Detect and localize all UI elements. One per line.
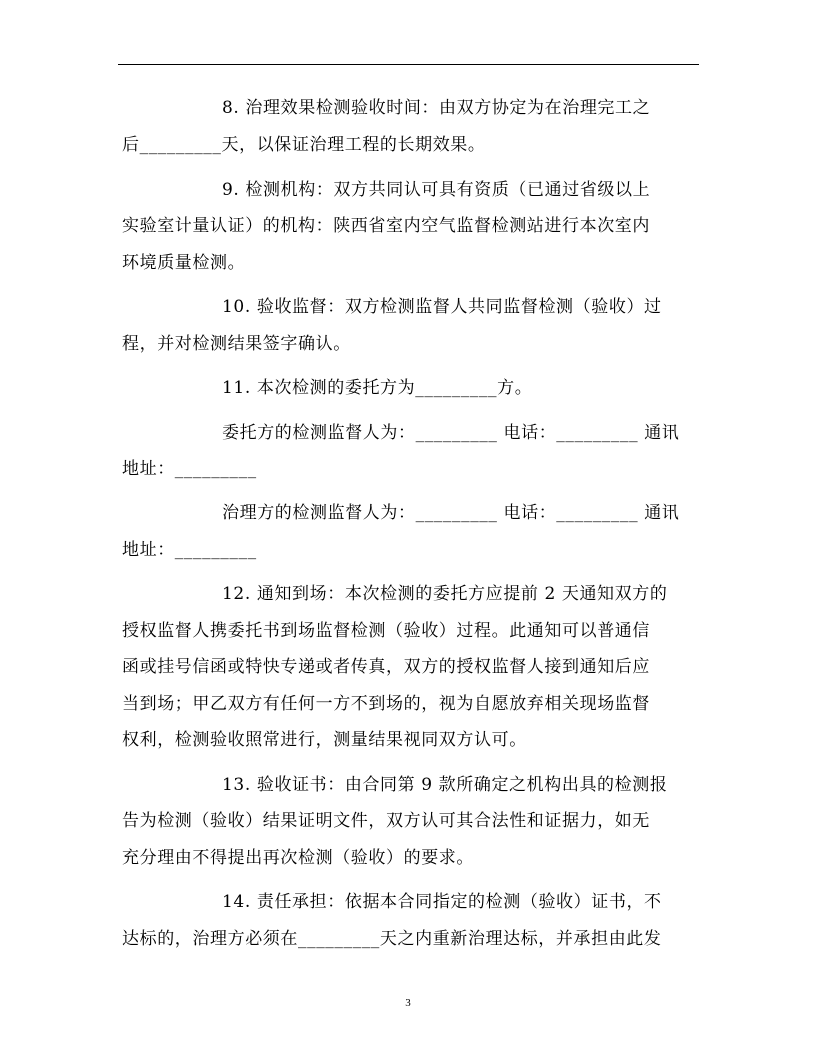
text-line: 程，并对检测结果签字确认。 (122, 334, 351, 354)
text-line: 告为检测（验收）结果证明文件，双方认可其合法性和证据力，如无 (122, 811, 650, 831)
text-line: 授权监督人携委托书到场监督检测（验收）过程。此通知可以普通信 (122, 621, 650, 641)
page-number: 3 (405, 997, 411, 1009)
text-line: 委托方的检测监督人为：_________ 电话：_________ 通讯 (222, 423, 680, 443)
text-line: 权利，检测验收照常进行，测量结果视同双方认可。 (122, 730, 527, 750)
text-line: 函或挂号信函或特快专递或者传真，双方的授权监督人接到通知后应 (122, 657, 650, 677)
text-line: 后_________天，以保证治理工程的长期效果。 (122, 135, 486, 155)
text-line: 13. 验收证书：由合同第 9 款所确定之机构出具的检测报 (222, 775, 668, 795)
text-line: 治理方的检测监督人为：_________ 电话：_________ 通讯 (222, 503, 680, 523)
header-rule (118, 64, 699, 65)
text-line: 9. 检测机构：双方共同认可具有资质（已通过省级以上 (222, 180, 651, 200)
text-line: 地址：_________ (122, 459, 257, 479)
text-line: 充分理由不得提出再次检测（验收）的要求。 (122, 848, 474, 868)
text-line: 12. 通知到场：本次检测的委托方应提前 2 天通知双方的 (222, 584, 668, 604)
text-line: 8. 治理效果检测验收时间：由双方协定为在治理完工之 (222, 98, 651, 118)
text-line: 14. 责任承担：依据本合同指定的检测（验收）证书，不 (222, 892, 662, 912)
text-line: 当到场；甲乙双方有任何一方不到场的，视为自愿放弃相关现场监督 (122, 694, 650, 714)
text-line: 环境质量检测。 (122, 253, 246, 273)
text-line: 实验室计量认证）的机构：陕西省室内空气监督检测站进行本次室内 (122, 216, 650, 236)
text-line: 达标的，治理方必须在_________天之内重新治理达标，并承担由此发 (122, 929, 662, 949)
text-line: 11. 本次检测的委托方为_________方。 (222, 378, 533, 398)
text-line: 10. 验收监督：双方检测监督人共同监督检测（验收）过 (222, 297, 662, 317)
text-line: 地址：_________ (122, 540, 257, 560)
